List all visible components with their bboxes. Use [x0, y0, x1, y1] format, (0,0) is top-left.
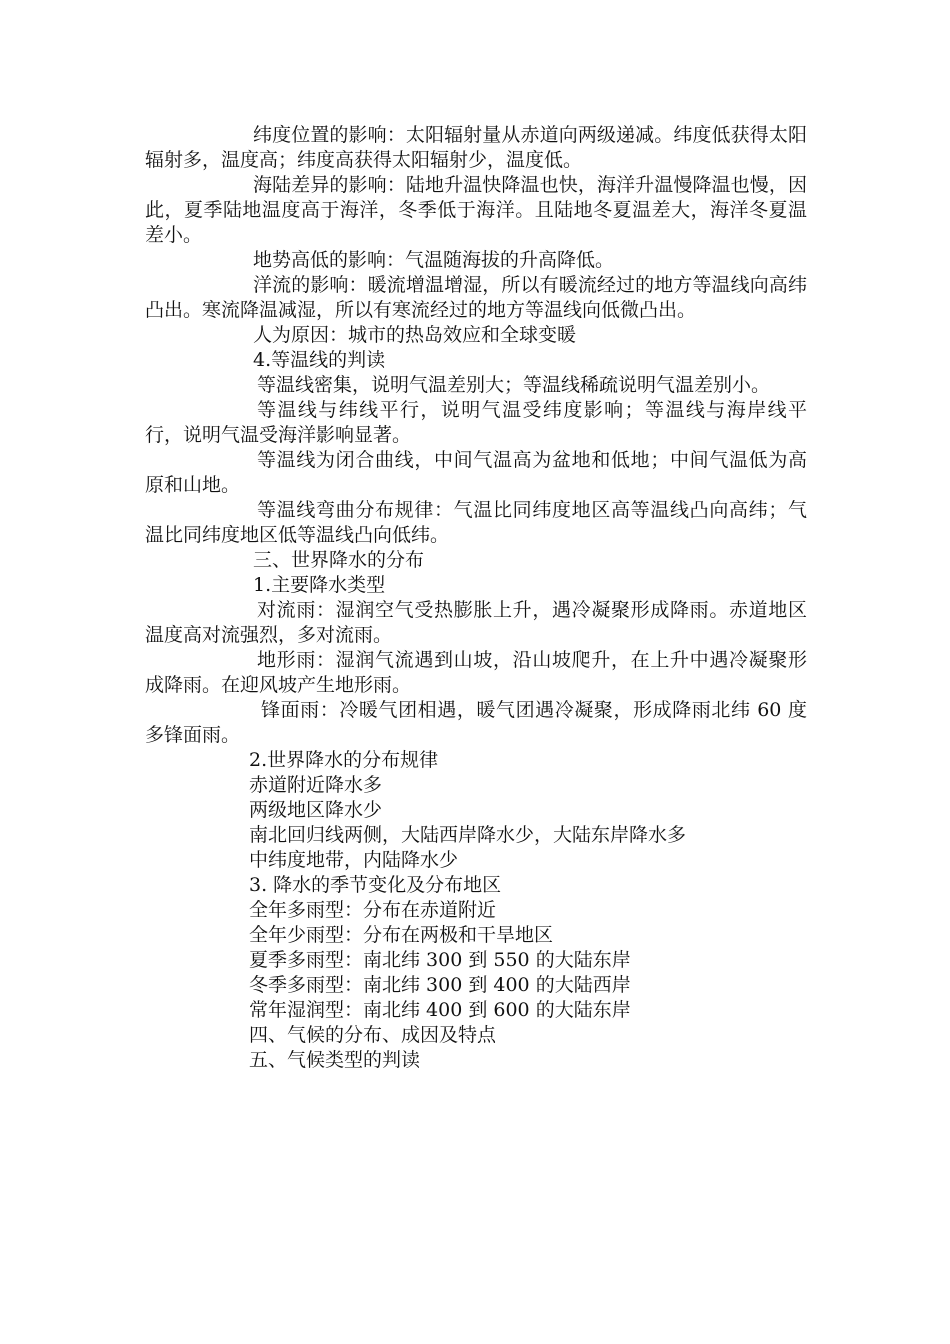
- list-item-humid: 常年湿润型：南北纬 400 到 600 的大陆东岸: [249, 999, 631, 1021]
- list-item-year-round-dry: 全年少雨型：分布在两极和干旱地区: [249, 924, 554, 946]
- paragraph-isotherm-parallel: 等温线与纬线平行，说明气温受纬度影响；等温线与海岸线平行，说明气温受海洋影响显著。: [145, 399, 807, 446]
- list-item-year-round-rain: 全年多雨型：分布在赤道附近: [249, 899, 497, 921]
- heading-climate-distribution: 四、气候的分布、成因及特点: [249, 1024, 497, 1046]
- paragraph-human-causes: 人为原因：城市的热岛效应和全球变暖: [253, 324, 577, 346]
- paragraph-isotherm-density: 等温线密集，说明气温差别大；等温线稀疏说明气温差别小。: [257, 374, 771, 396]
- paragraph-land-sea-influence: 海陆差异的影响：陆地升温快降温也快，海洋升温慢降温也慢，因此，夏季陆地温度高于海洋，冬季低于海洋。且陆地冬夏温差大，海洋冬夏温差小。: [145, 174, 807, 246]
- paragraph-isotherm-closed: 等温线为闭合曲线，中间气温高为盆地和低地；中间气温低为高原和山地。: [145, 449, 807, 496]
- list-item-summer-rain: 夏季多雨型：南北纬 300 到 550 的大陆东岸: [249, 949, 631, 971]
- heading-climate-types: 五、气候类型的判读: [249, 1049, 421, 1071]
- heading-isotherm-reading: 4.等温线的判读: [253, 349, 386, 371]
- paragraph-frontal-rain: 锋面雨：冷暖气团相遇，暖气团遇冷凝聚，形成降雨北纬 60 度多锋面雨。: [145, 699, 807, 746]
- heading-seasonal-variation: 3. 降水的季节变化及分布地区: [249, 874, 502, 896]
- heading-world-precipitation: 三、世界降水的分布: [253, 549, 425, 571]
- list-item-equator: 赤道附近降水多: [249, 774, 383, 796]
- list-item-tropics: 南北回归线两侧，大陆西岸降水少，大陆东岸降水多: [249, 824, 687, 846]
- heading-precipitation-types: 1.主要降水类型: [253, 574, 386, 596]
- list-item-polar: 两级地区降水少: [249, 799, 383, 821]
- paragraph-orographic-rain: 地形雨：湿润气流遇到山坡，沿山坡爬升，在上升中遇冷凝聚形成降雨。在迎风坡产生地形雨。: [145, 649, 807, 696]
- heading-precipitation-distribution: 2.世界降水的分布规律: [249, 749, 439, 771]
- list-item-winter-rain: 冬季多雨型：南北纬 300 到 400 的大陆西岸: [249, 974, 631, 996]
- list-item-mid-latitude: 中纬度地带，内陆降水少: [249, 849, 459, 871]
- paragraph-convective-rain: 对流雨：湿润空气受热膨胀上升，遇冷凝聚形成降雨。赤道地区温度高对流强烈，多对流雨。: [145, 599, 807, 646]
- paragraph-latitude-influence: 纬度位置的影响：太阳辐射量从赤道向两级递减。纬度低获得太阳辐射多，温度高；纬度高获得太阳辐射少，温度低。: [145, 124, 807, 171]
- paragraph-ocean-current-influence: 洋流的影响：暖流增温增湿，所以有暖流经过的地方等温线向高纬凸出。寒流降温减湿，所以有寒流经过的地方等温线向低微凸出。: [145, 274, 807, 321]
- paragraph-terrain-influence: 地势高低的影响：气温随海拔的升高降低。: [253, 249, 615, 271]
- paragraph-isotherm-bending: 等温线弯曲分布规律：气温比同纬度地区高等温线凸向高纬；气温比同纬度地区低等温线凸向低纬。: [145, 499, 807, 546]
- document-body: [145, 123, 807, 1073]
